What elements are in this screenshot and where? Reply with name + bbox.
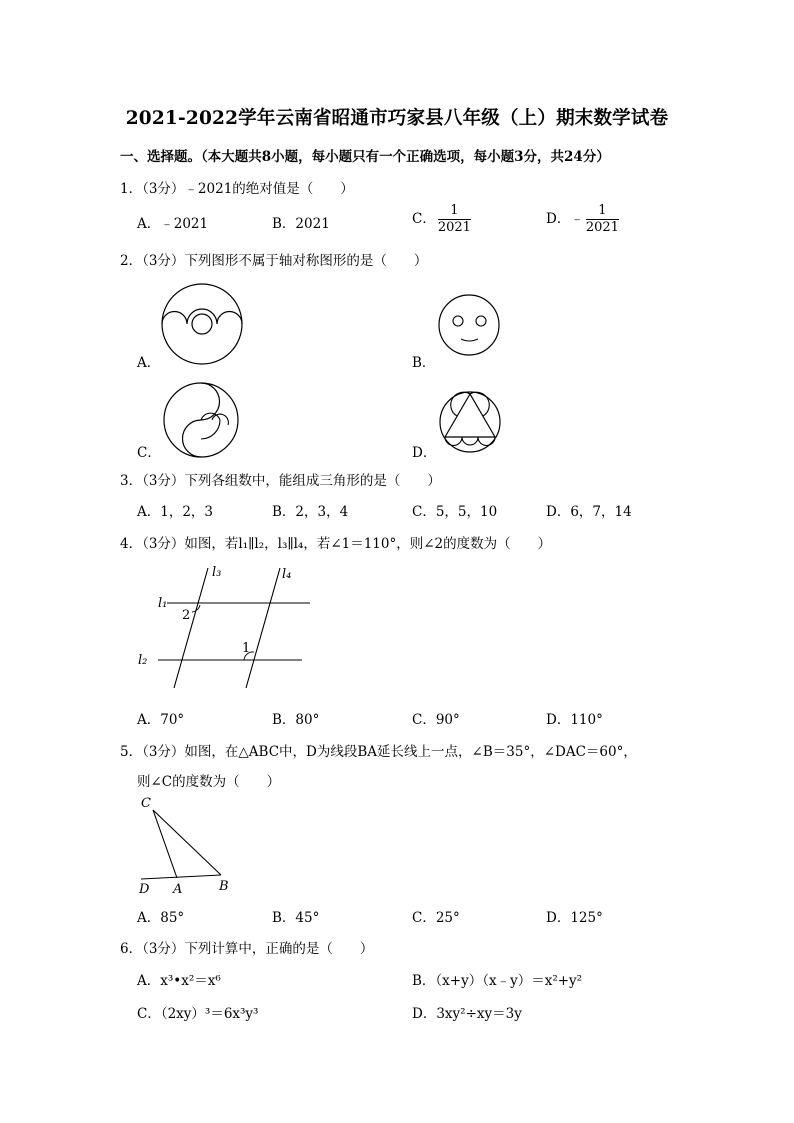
page-title: 2021-2022学年云南省昭通市巧家县八年级（上）期末数学试卷	[125, 108, 669, 129]
q6-option-a: A．x³•x²＝x⁶	[137, 973, 221, 989]
q3-option-a: A．1，2，3	[137, 504, 214, 520]
figure-5-triangle	[135, 793, 245, 899]
q1-d-denominator: 2021	[585, 220, 619, 235]
question-5-stem-line-1: 5．（3分）如图，在△ABC中，D为线段BA延长线上一点，∠B＝35°，∠DAC＝60°，	[120, 744, 637, 760]
q1-option-c	[412, 203, 471, 236]
label-D: D	[139, 882, 150, 897]
label-angle-1: 1	[242, 641, 251, 656]
line-l4	[246, 568, 280, 688]
figure-2c-spiral-circle	[162, 381, 240, 459]
label-l2: l₂	[138, 653, 148, 668]
q1-c-numerator: 1	[438, 203, 471, 220]
q6-option-d: D．3xy²÷xy＝3y	[412, 1006, 522, 1022]
segment-DB	[141, 875, 221, 879]
figure-2b-smiley-face	[437, 293, 501, 357]
q1-option-c-label: C．	[412, 211, 436, 227]
figure-4-parallel-lines	[130, 560, 330, 695]
question-2-stem: 2．（3分）下列图形不属于轴对称图形的是（ ）	[120, 253, 428, 269]
q1-option-d-label: D．﹣	[546, 211, 584, 227]
question-4-stem: 4．（3分）如图，若l₁∥l₂，l₃∥l₄，若∠1＝110°，则∠2的度数为（ ）	[120, 536, 552, 552]
q1-d-numerator: 1	[586, 203, 619, 220]
q3-option-d: D．6，7，14	[546, 504, 632, 520]
q2-option-c: C．	[137, 445, 161, 461]
label-C: C	[141, 796, 151, 811]
q2-option-d: D．	[412, 445, 437, 461]
q3-option-c: C．5，5，10	[412, 504, 498, 520]
q1-option-d-fraction	[586, 203, 619, 236]
q4-option-c: C．90°	[412, 712, 460, 728]
q5-option-c: C．25°	[412, 910, 460, 926]
q4-option-d: D．110°	[546, 712, 603, 728]
question-5-stem-line-2: 则∠C的度数为（ ）	[137, 774, 281, 790]
q5-option-b: B．45°	[272, 910, 320, 926]
q2-option-b: B．	[412, 355, 436, 371]
question-3-stem: 3．（3分）下列各组数中，能组成三角形的是（ ）	[120, 473, 441, 489]
q1-option-c-fraction	[438, 203, 471, 236]
label-angle-2: 2	[182, 608, 191, 623]
q5-option-d: D．125°	[546, 910, 603, 926]
section-heading: 一、选择题。（本大题共8小题，每小题只有一个正确选项，每小题3分，共24分）	[120, 149, 610, 165]
q5-option-a: A．85°	[137, 910, 185, 926]
question-6-stem: 6．（3分）下列计算中，正确的是（ ）	[120, 941, 374, 957]
label-l1: l₁	[158, 596, 168, 611]
q1-option-b: B．2021	[272, 216, 330, 232]
q4-option-b: B．80°	[272, 712, 320, 728]
label-A: A	[173, 882, 183, 897]
figure-2a-circle-waves	[160, 282, 244, 366]
label-l4: l₄	[282, 567, 292, 582]
label-l3: l₃	[212, 565, 222, 580]
q2-option-a: A．	[137, 355, 161, 371]
segment-CA	[153, 810, 177, 878]
q4-option-a: A．70°	[137, 712, 185, 728]
q6-option-c: C．（2xy）³＝6x³y³	[137, 1006, 259, 1022]
figure-2d-triangle-in-circle	[438, 390, 502, 454]
q1-option-d	[546, 203, 619, 236]
q6-option-b: B．（x+y）（x﹣y）＝x²+y²	[412, 973, 583, 989]
line-l3	[174, 568, 208, 688]
label-B: B	[219, 879, 229, 894]
question-1-stem: 1．（3分）﹣2021的绝对值是（ ）	[120, 181, 354, 197]
q3-option-b: B．2，3，4	[272, 504, 349, 520]
q1-c-denominator: 2021	[437, 220, 471, 235]
segment-CB	[153, 810, 221, 875]
q1-option-a: A．﹣2021	[137, 216, 209, 232]
